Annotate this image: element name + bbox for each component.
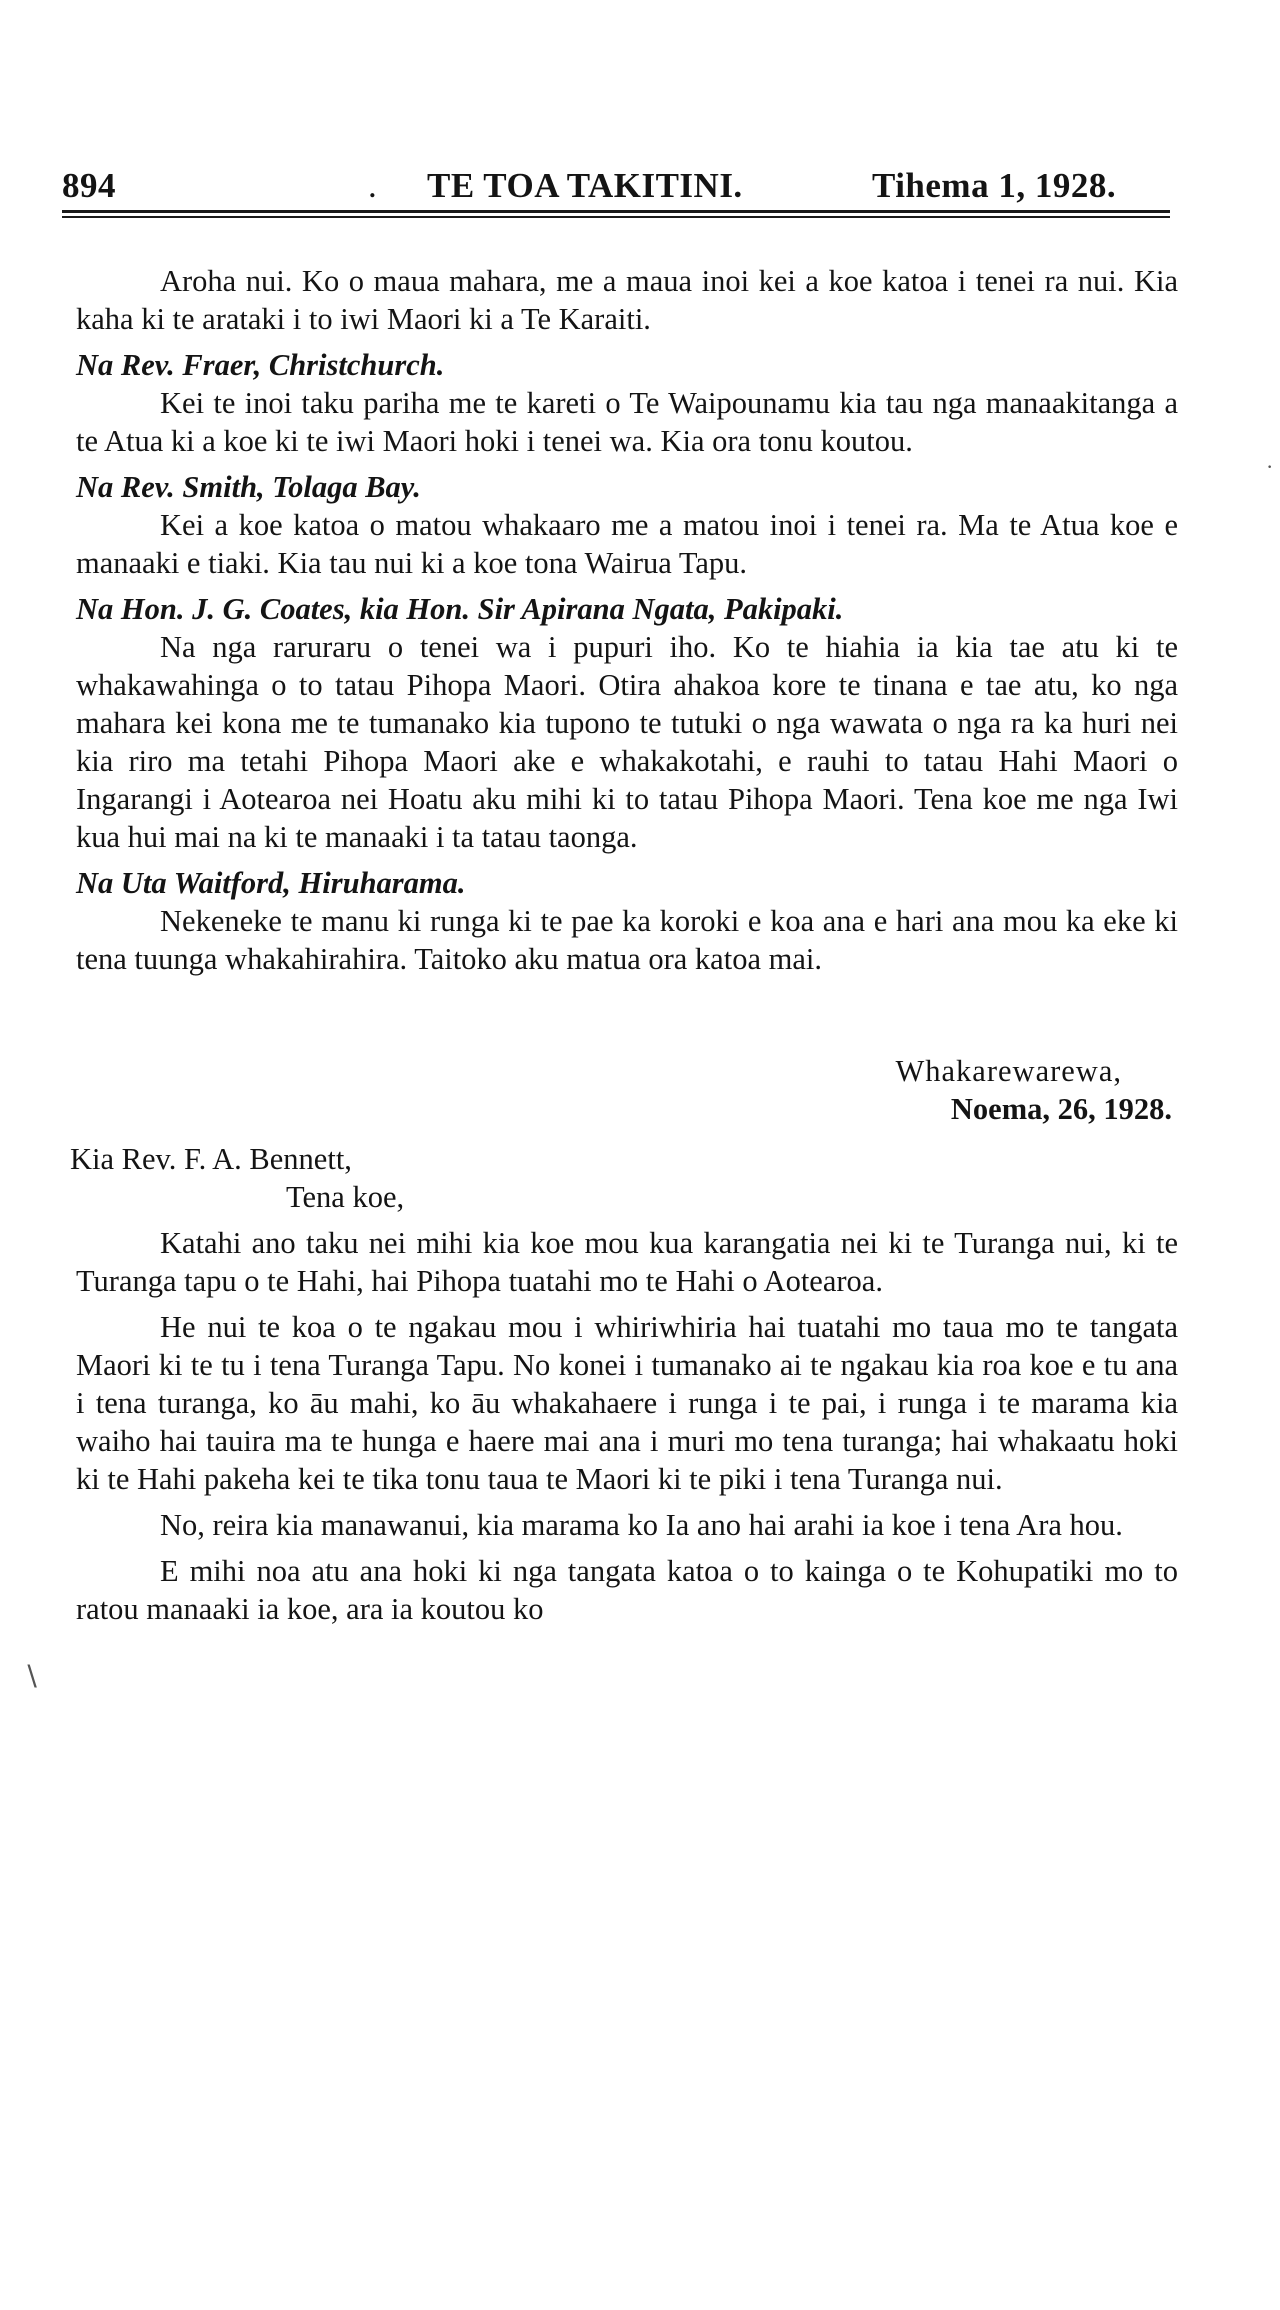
letter-paragraph: Katahi ano taku nei mihi kia koe mou kua karangatia nei ki te Turanga nui, ki te Turanga tapu o te Hahi, hai Pihopa tuatahi mo te Hahi o Aotearoa. (76, 1226, 1178, 1298)
letter-salutation (70, 1140, 1178, 1216)
header-rule (62, 210, 1170, 213)
message-signature: Na Hon. J. G. Coates, kia Hon. Sir Apirana Ngata, Pakipaki. (76, 592, 844, 626)
letter-place: Whakarewarewa, (895, 1054, 1122, 1088)
message-text: Kei te inoi taku pariha me te kareti o Te Waipounamu kia tau nga manaakitanga a te Atua ki a koe ki te iwi Maori hoki i tenei wa. Kia ora tonu koutou. (76, 386, 1178, 458)
margin-tick-mark: ∖ (22, 1662, 40, 1693)
letter-paragraph: No, reira kia manawanui, kia marama ko Ia ano hai arahi ia koe i tena Ara hou. (160, 1508, 1123, 1542)
issue-date: Tihema 1, 1928. (872, 166, 1117, 205)
messages-section (70, 262, 1178, 1628)
letter-paragraph: E mihi noa atu ana hoki ki nga tangata katoa o to kainga o te Kohupatiki mo to ratou manaaki ia koe, ara ia koutou ko (76, 1554, 1178, 1626)
letter-place-date (76, 1052, 1178, 1128)
running-header (62, 166, 1170, 210)
message-block (76, 346, 1178, 460)
message-signature: Na Rev. Fraer, Christchurch. (76, 348, 445, 382)
message-signature: Na Rev. Smith, Tolaga Bay. (76, 470, 421, 504)
header-rule-thin (62, 216, 1170, 218)
message-text: Kei a koe katoa o matou whakaaro me a matou inoi i tenei ra. Ma te Atua koe e manaaki e tiaki. Kia tau nui ki a koe tona Wairua Tapu. (76, 508, 1178, 580)
message-block (76, 468, 1178, 582)
message-text: Na nga raruraru o tenei wa i pupuri iho. Ko te hiahia ia kia tae atu ki te whakawahinga o to tatau Pihopa Maori. Otira ahakoa kore te tinana e tae atu, ko nga mahara kei kona me te tumanako kia tupono te tutuki o nga wawata o nga ra ka huri nei kia riro ma tetahi Pihopa Maori ake e whakakotahi, e rauhi to tatau Hahi Maori o Ingarangi i Aotearoa nei Hoatu aku mihi ki to tatau Pihopa Maori. Tena koe me nga Iwi kua hui mai na ki te manaaki i ta tatau taonga. (76, 630, 1178, 854)
publication-title: TE TOA TAKITINI. (427, 166, 743, 205)
letter-body (76, 1224, 1178, 1628)
header-separator: . (368, 166, 378, 205)
letter-addressee: Kia Rev. F. A. Bennett, (70, 1142, 352, 1176)
message-block (76, 590, 1178, 856)
letter-date: Noema, 26, 1928. (950, 1092, 1172, 1126)
scan-speck: · (1266, 454, 1274, 479)
page-number: 894 (62, 166, 116, 205)
message-text: Aroha nui. Ko o maua mahara, me a maua inoi kei a koe katoa i tenei ra nui. Kia kaha ki te arataki i to iwi Maori ki a Te Karaiti. (76, 264, 1178, 336)
message-text: Nekeneke te manu ki runga ki te pae ka koroki e koa ana e hari ana mou ka eke ki tena tuunga whakahirahira. Taitoko aku matua ora katoa mai. (76, 904, 1178, 976)
message-block (76, 864, 1178, 978)
message-signature: Na Uta Waitford, Hiruharama. (76, 866, 466, 900)
message-block (76, 262, 1178, 338)
letter-paragraph: He nui te koa o te ngakau mou i whiriwhiria hai tuatahi mo taua mo te tangata Maori ki te tu i tena Turanga Tapu. No konei i tumanako ai te ngakau kia roa koe e tu ana i tena turanga, ko āu mahi, ko āu whakahaere i runga i te pai, i runga i te marama kia waiho hai tauira ma te hunga e haere mai ana i muri mo tena turanga; hai whakaatu hoki ki te Hahi pakeha kei te tika tonu taua te Maori ki te piki i tena Turanga nui. (76, 1310, 1178, 1496)
letter-greeting: Tena koe, (286, 1180, 405, 1214)
